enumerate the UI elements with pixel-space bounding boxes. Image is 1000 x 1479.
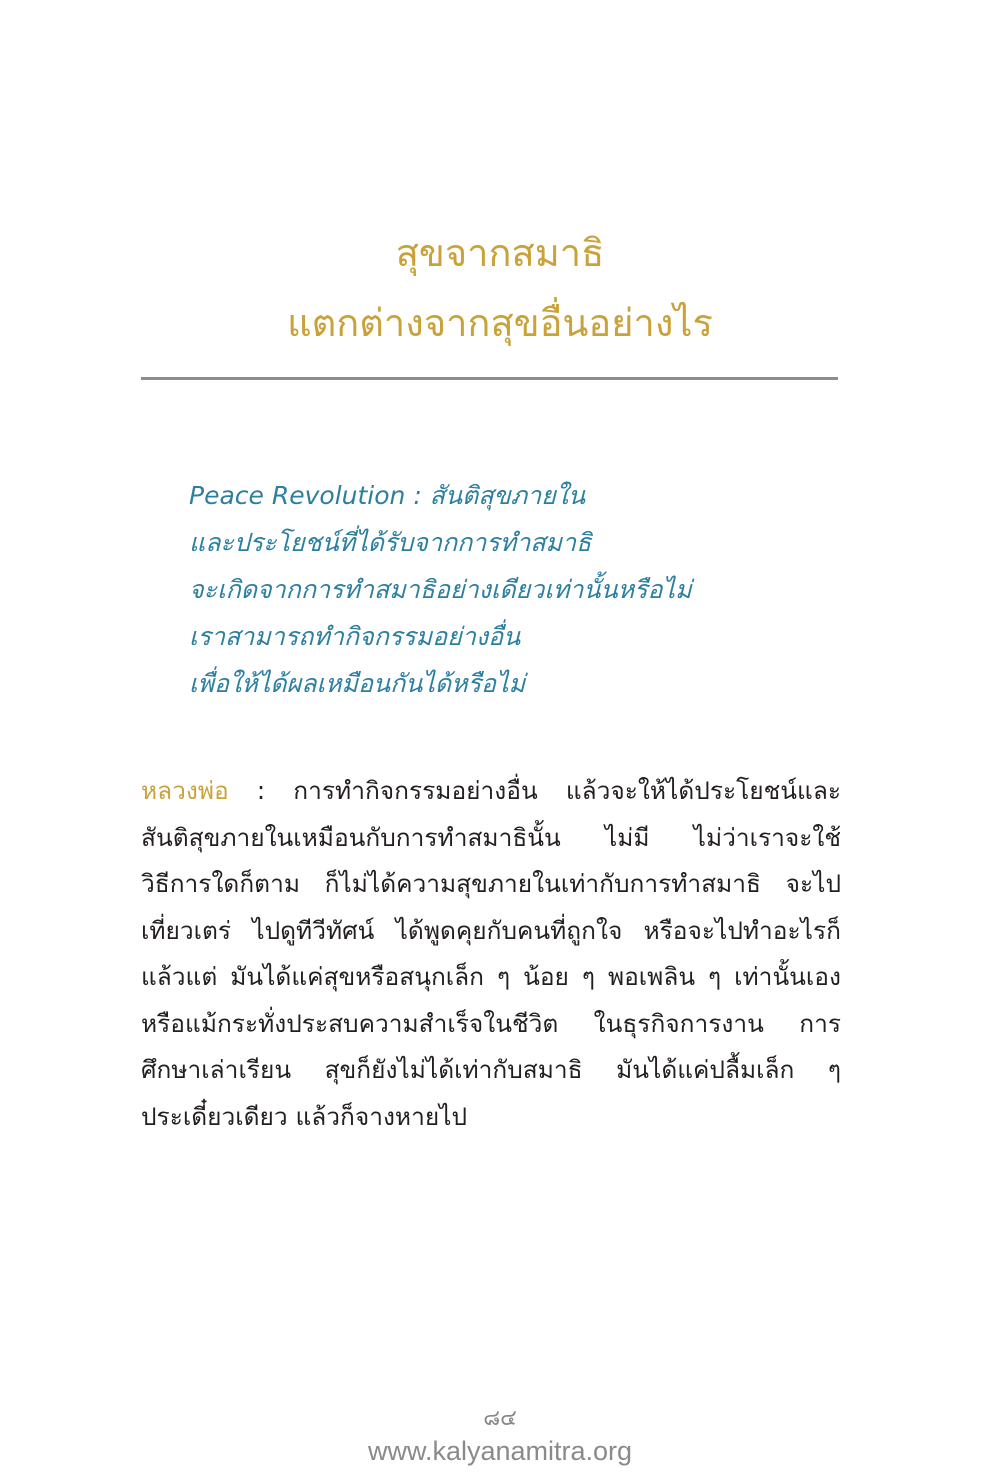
answer-line <box>141 768 841 815</box>
question-line: เพื่อให้ได้ผลเหมือนกันได้หรือไม่ <box>189 669 526 698</box>
question-line: Peace Revolution : สันติสุขภายใน <box>189 481 586 510</box>
answer-first-line-text: : การทำกิจกรรมอย่างอื่น แล้วจะให้ได้ประโยชน์และ <box>228 776 841 805</box>
speaker-label: หลวงพ่อ <box>141 776 229 805</box>
question-line: เราสามารถทำกิจกรรมอย่างอื่น <box>189 622 521 651</box>
title-divider <box>141 377 838 380</box>
title-line-2: แตกต่างจากสุขอื่นอย่างไร <box>287 301 713 345</box>
answer-line: ประเดี๋ยวเดียว แล้วก็จางหายไป <box>141 1101 468 1131</box>
answer-line: แล้วแต่ มันได้แค่สุขหรือสนุกเล็ก ๆ น้อย ๆ พอเพลิน ๆ เท่านั้นเอง <box>141 962 841 991</box>
answer-line: สันติสุขภายในเหมือนกับการทำสมาธินั้น ไม่มี ไม่ว่าเราจะใช้ <box>141 822 841 852</box>
page-number: ๘๔ <box>483 1406 517 1431</box>
answer-line: วิธีการใดก็ตาม ก็ไม่ได้ความสุขภายในเท่ากับการทำสมาธิ จะไป <box>141 869 841 898</box>
page-title <box>0 218 1000 358</box>
question-line: และประโยชน์ที่ได้รับจากการทำสมาธิ <box>189 528 592 557</box>
answer-line: ศึกษาเล่าเรียน สุขก็ยังไม่ได้เท่ากับสมาธิ มันได้แค่ปลื้มเล็ก ๆ <box>141 1055 841 1084</box>
question-block <box>189 472 869 707</box>
title-line-1: สุขจากสมาธิ <box>395 231 605 275</box>
answer-line: เที่ยวเตร่ ไปดูทีวีทัศน์ ได้พูดคุยกับคนที่ถูกใจ หรือจะไปทำอะไรก็ <box>141 915 841 945</box>
answer-line: หรือแม้กระทั่งประสบความสำเร็จในชีวิต ในธุรกิจการงาน การ <box>141 1008 841 1038</box>
question-line: จะเกิดจากการทำสมาธิอย่างเดียวเท่านั้นหรือไม่ <box>189 575 692 604</box>
website-url: www.kalyanamitra.org <box>367 1436 633 1466</box>
answer-block <box>141 768 841 1140</box>
